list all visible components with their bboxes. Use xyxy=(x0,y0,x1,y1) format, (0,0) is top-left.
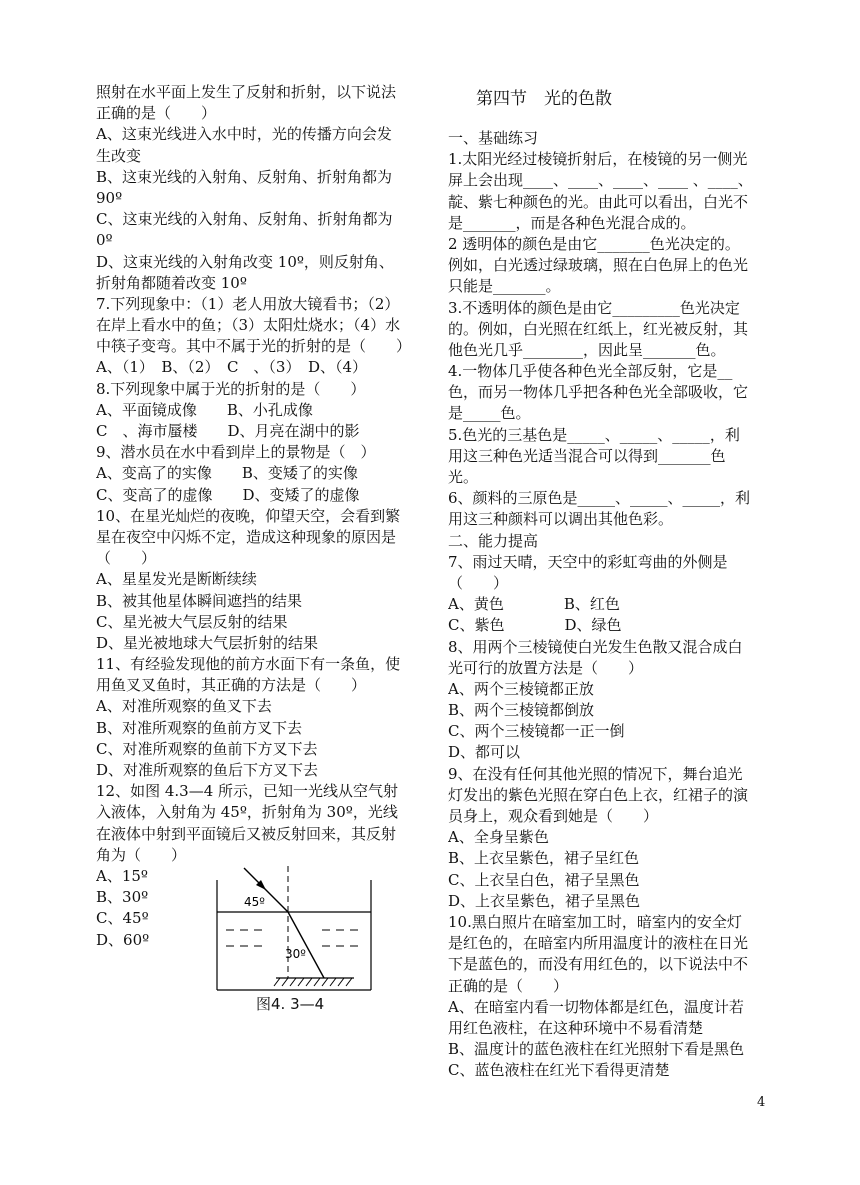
text-line: 10、在星光灿烂的夜晚，仰望天空，会看到繁 xyxy=(96,506,401,525)
text-line: 10.黑白照片在暗室加工时，暗室内的安全灯 xyxy=(448,912,742,931)
text-line: 用红色液柱，在这种环境中不易看清楚 xyxy=(448,1018,704,1037)
text-line: 照射在水平面上发生了反射和折射，以下说法 xyxy=(96,83,397,101)
text-line: 是_____色。 xyxy=(448,404,531,423)
text-line: C、上衣呈白色，裙子呈黑色 xyxy=(448,870,640,889)
text-line: 在液体中射到平面镜后又被反射回来，其反射 xyxy=(96,824,397,843)
text-line: A、星星发光是断断续续 xyxy=(96,570,257,589)
mirror-hatching xyxy=(274,978,352,986)
text-line: A、变高了的实像 B、变矮了的实像 xyxy=(96,464,358,483)
section-title: 第四节 光的色散 xyxy=(476,89,612,109)
text-line: 5.色光的三基色是_____、_____、_____，利 xyxy=(448,425,740,444)
text-line: 11、有经验发现他的前方水面下有一条鱼，使 xyxy=(96,655,401,674)
text-line: A、两个三棱镜都正放 xyxy=(448,679,594,698)
refracted-ray xyxy=(288,912,324,978)
incident-angle-label: 45º xyxy=(244,894,265,909)
text-line: 一、基础练习 xyxy=(448,129,539,147)
text-line: 用这三种颜料可以调出其他色彩。 xyxy=(448,510,674,529)
text-line: C、变高了的虚像 D、变矮了的虚像 xyxy=(96,485,360,504)
text-line: C、两个三棱镜都一正一倒 xyxy=(448,722,625,741)
text-line: 3.不透明体的颜色是由它_________色光决定 xyxy=(448,298,740,317)
text-line: 正确的是（ ） xyxy=(96,104,217,123)
page-number: 4 xyxy=(757,1095,766,1110)
text-line: 生改变 xyxy=(96,146,142,165)
text-line: 灯发出的紫色光照在穿白色上衣，红裙子的演 xyxy=(448,785,749,804)
text-line: 只能是_______。 xyxy=(448,277,561,296)
option-c: C、45º xyxy=(96,909,149,928)
left-column xyxy=(96,82,426,1016)
text-line: A、黄色 B、红色 xyxy=(448,595,620,614)
text-line: D、对准所观察的鱼后下方叉下去 xyxy=(96,761,319,779)
question-12-options xyxy=(96,866,196,951)
text-line: 光。 xyxy=(448,468,479,486)
text-line: 0º xyxy=(96,231,113,250)
text-line: D、都可以 xyxy=(448,743,521,762)
text-line: A、这束光线进入水中时，光的传播方向会发 xyxy=(96,125,392,144)
text-line: 1.太阳光经过棱镜折射后，在棱镜的另一侧光 xyxy=(448,150,748,169)
text-line: 用这三种色光适当混合可以得到_______色 xyxy=(448,446,726,465)
text-line: 是红色的，在暗室内所用温度计的液柱在日光 xyxy=(448,934,749,953)
text-line: 7.下列现象中：（1）老人用放大镜看书；（2） xyxy=(96,294,400,313)
text-line: A、（1） B、（2） C 、（3） D、（4） xyxy=(96,358,368,377)
text-line: B、对准所观察的鱼前方叉下去 xyxy=(96,718,303,737)
text-line: 7、雨过天晴，天空中的彩虹弯曲的外侧是 xyxy=(448,552,728,571)
text-line: 正确的是（ ） xyxy=(448,976,569,995)
text-line: 用鱼叉叉鱼时，其正确的方法是（ ） xyxy=(96,676,367,695)
text-line: 下是蓝色的，而没有用红色的，以下说法中不 xyxy=(448,955,749,974)
text-line: B、上衣呈紫色，裙子呈红色 xyxy=(448,849,640,868)
text-line: D、上衣呈紫色，裙子呈黑色 xyxy=(448,891,641,910)
option-b: B、30º xyxy=(96,888,149,907)
text-line: 在岸上看水中的鱼；（3）太阳灶烧水；（4）水 xyxy=(96,316,401,335)
text-line: C 、海市蜃楼 D、月亮在湖中的影 xyxy=(96,422,360,440)
text-line: 他色光几乎________，因此呈_______色。 xyxy=(448,340,726,359)
question-12-figure-block xyxy=(96,866,426,1016)
text-line: 屏上会出现____、____、____、____ 、____、 xyxy=(448,171,753,190)
title-spacer xyxy=(448,116,770,128)
text-line: 光可行的放置方法是（ ） xyxy=(448,658,644,677)
liquid-dashes xyxy=(226,930,358,946)
text-line: A、在暗室内看一切物体都是红色，温度计若 xyxy=(448,997,744,1016)
text-line: （ ） xyxy=(448,573,509,592)
text-line: 的。例如，白光照在红纸上，红光被反射，其 xyxy=(448,319,749,338)
refraction-diagram xyxy=(214,866,374,1014)
text-line: 8、用两个三棱镜使白光发生色散又混合成白 xyxy=(448,637,743,656)
text-line: A、对准所观察的鱼叉下去 xyxy=(96,697,272,716)
text-line: 二、能力提高 xyxy=(448,531,539,550)
text-line: 色，而另一物体几乎把各种色光全部吸收，它 xyxy=(448,383,749,402)
text-line: 员身上，观众看到她是（ ） xyxy=(448,807,659,825)
option-d: D、60º xyxy=(96,930,150,949)
text-line: 6、颜料的三原色是_____、_____、_____，利 xyxy=(448,489,751,508)
text-line: C、蓝色液柱在红光下看得更清楚 xyxy=(448,1061,670,1080)
text-line: B、这束光线的入射角、反射角、折射角都为 xyxy=(96,167,393,186)
text-line: A、平面镜成像 B、小孔成像 xyxy=(96,400,313,419)
text-line: 星在夜空中闪烁不定，造成这种现象的原因是 xyxy=(96,527,397,546)
figure-caption: 图4. 3—4 xyxy=(256,994,325,1013)
text-line: 角为（ ） xyxy=(96,845,187,864)
text-line: B、被其他星体瞬间遮挡的结果 xyxy=(96,591,303,610)
text-line: 4.一物体几乎使各种色光全部反射，它是__ xyxy=(448,362,733,381)
text-line: 9、潜水员在水中看到岸上的景物是（ ） xyxy=(96,443,376,462)
text-line: A、全身呈紫色 xyxy=(448,828,549,847)
text-line: 入液体，入射角为 45º，折射角为 30º，光线 xyxy=(96,803,398,822)
text-line: 例如，白光透过绿玻璃，照在白色屏上的色光 xyxy=(448,256,749,275)
text-line: 12、如图 4.3—4 所示，已知一光线从空气射 xyxy=(96,782,399,801)
text-line: 9、在没有任何其他光照的情况下，舞台追光 xyxy=(448,764,743,783)
text-line: C、星光被大气层反射的结果 xyxy=(96,612,288,631)
text-line: 是_______，而是各种色光混合成的。 xyxy=(448,213,696,232)
left-question-text xyxy=(96,82,426,866)
text-line: C、这束光线的入射角、反射角、折射角都为 xyxy=(96,210,393,229)
text-line: 折射角都随着改变 10º xyxy=(96,273,247,292)
text-line: （ ） xyxy=(96,549,157,568)
text-line: 靛、紫七种颜色的光。由此可以看出，白光不 xyxy=(448,192,749,211)
text-line: B、温度计的蓝色液柱在红光照射下看是黑色 xyxy=(448,1040,745,1059)
text-line: 2 透明体的颜色是由它_______色光决定的。 xyxy=(448,234,740,253)
text-line: D、星光被地球大气层折射的结果 xyxy=(96,633,319,652)
text-line: C、紫色 D、绿色 xyxy=(448,616,622,635)
text-line: 90º xyxy=(96,188,123,207)
right-column xyxy=(448,82,770,1081)
right-question-text xyxy=(448,128,770,1081)
text-line: B、两个三棱镜都倒放 xyxy=(448,701,595,720)
text-line: 8.下列现象中属于光的折射的是（ ） xyxy=(96,379,366,398)
refracted-angle-label: 30º xyxy=(285,946,306,961)
text-line: D、这束光线的入射角改变 10º，则反射角、 xyxy=(96,252,394,271)
text-line: C、对准所观察的鱼前下方叉下去 xyxy=(96,739,318,758)
option-a: A、15º xyxy=(96,866,148,885)
text-line: 中筷子变弯。其中不属于光的折射的是（ ） xyxy=(96,337,412,356)
